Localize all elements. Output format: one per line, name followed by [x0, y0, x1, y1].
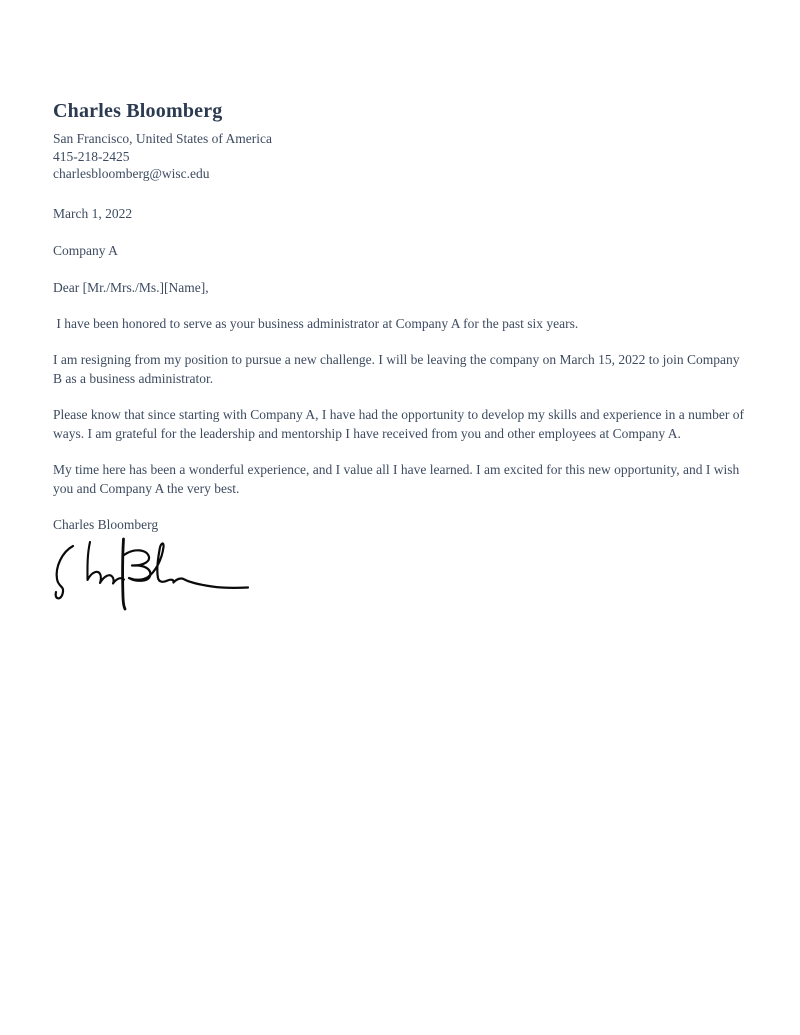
body-paragraph-3: Please know that since starting with Company A, I have had the opportunity to develop my skills and experience in a number of ways. I am grateful for the leadership and mentorship I have received from you and other employees at Company A.	[53, 406, 748, 441]
signature-ink-icon	[50, 536, 255, 612]
handwritten-signature	[50, 536, 255, 612]
sender-contact-block	[53, 130, 747, 183]
salutation: Dear [Mr./Mrs./Ms.][Name],	[53, 279, 209, 295]
letter-date: March 1, 2022	[53, 205, 133, 221]
body-paragraph-1: I have been honored to serve as your business administrator at Company A for the past six years.	[53, 315, 579, 331]
letter-header	[53, 99, 747, 183]
body-paragraph-4: My time here has been a wonderful experience, and I value all I have learned. I am excited for this new opportunity, and I wish you and Company A the very best.	[53, 461, 743, 496]
body-paragraph-2: I am resigning from my position to pursue a new challenge. I will be leaving the company on March 15, 2022 to join Company B as a business administrator.	[53, 351, 743, 386]
recipient-name: Company A	[53, 242, 118, 258]
sender-location: San Francisco, United States of America	[53, 131, 272, 146]
closing-name: Charles Bloomberg	[53, 516, 159, 532]
sender-email: charlesbloomberg@wisc.edu	[53, 166, 210, 181]
sender-phone: 415-218-2425	[53, 148, 130, 164]
sender-name: Charles Bloomberg	[53, 100, 223, 122]
